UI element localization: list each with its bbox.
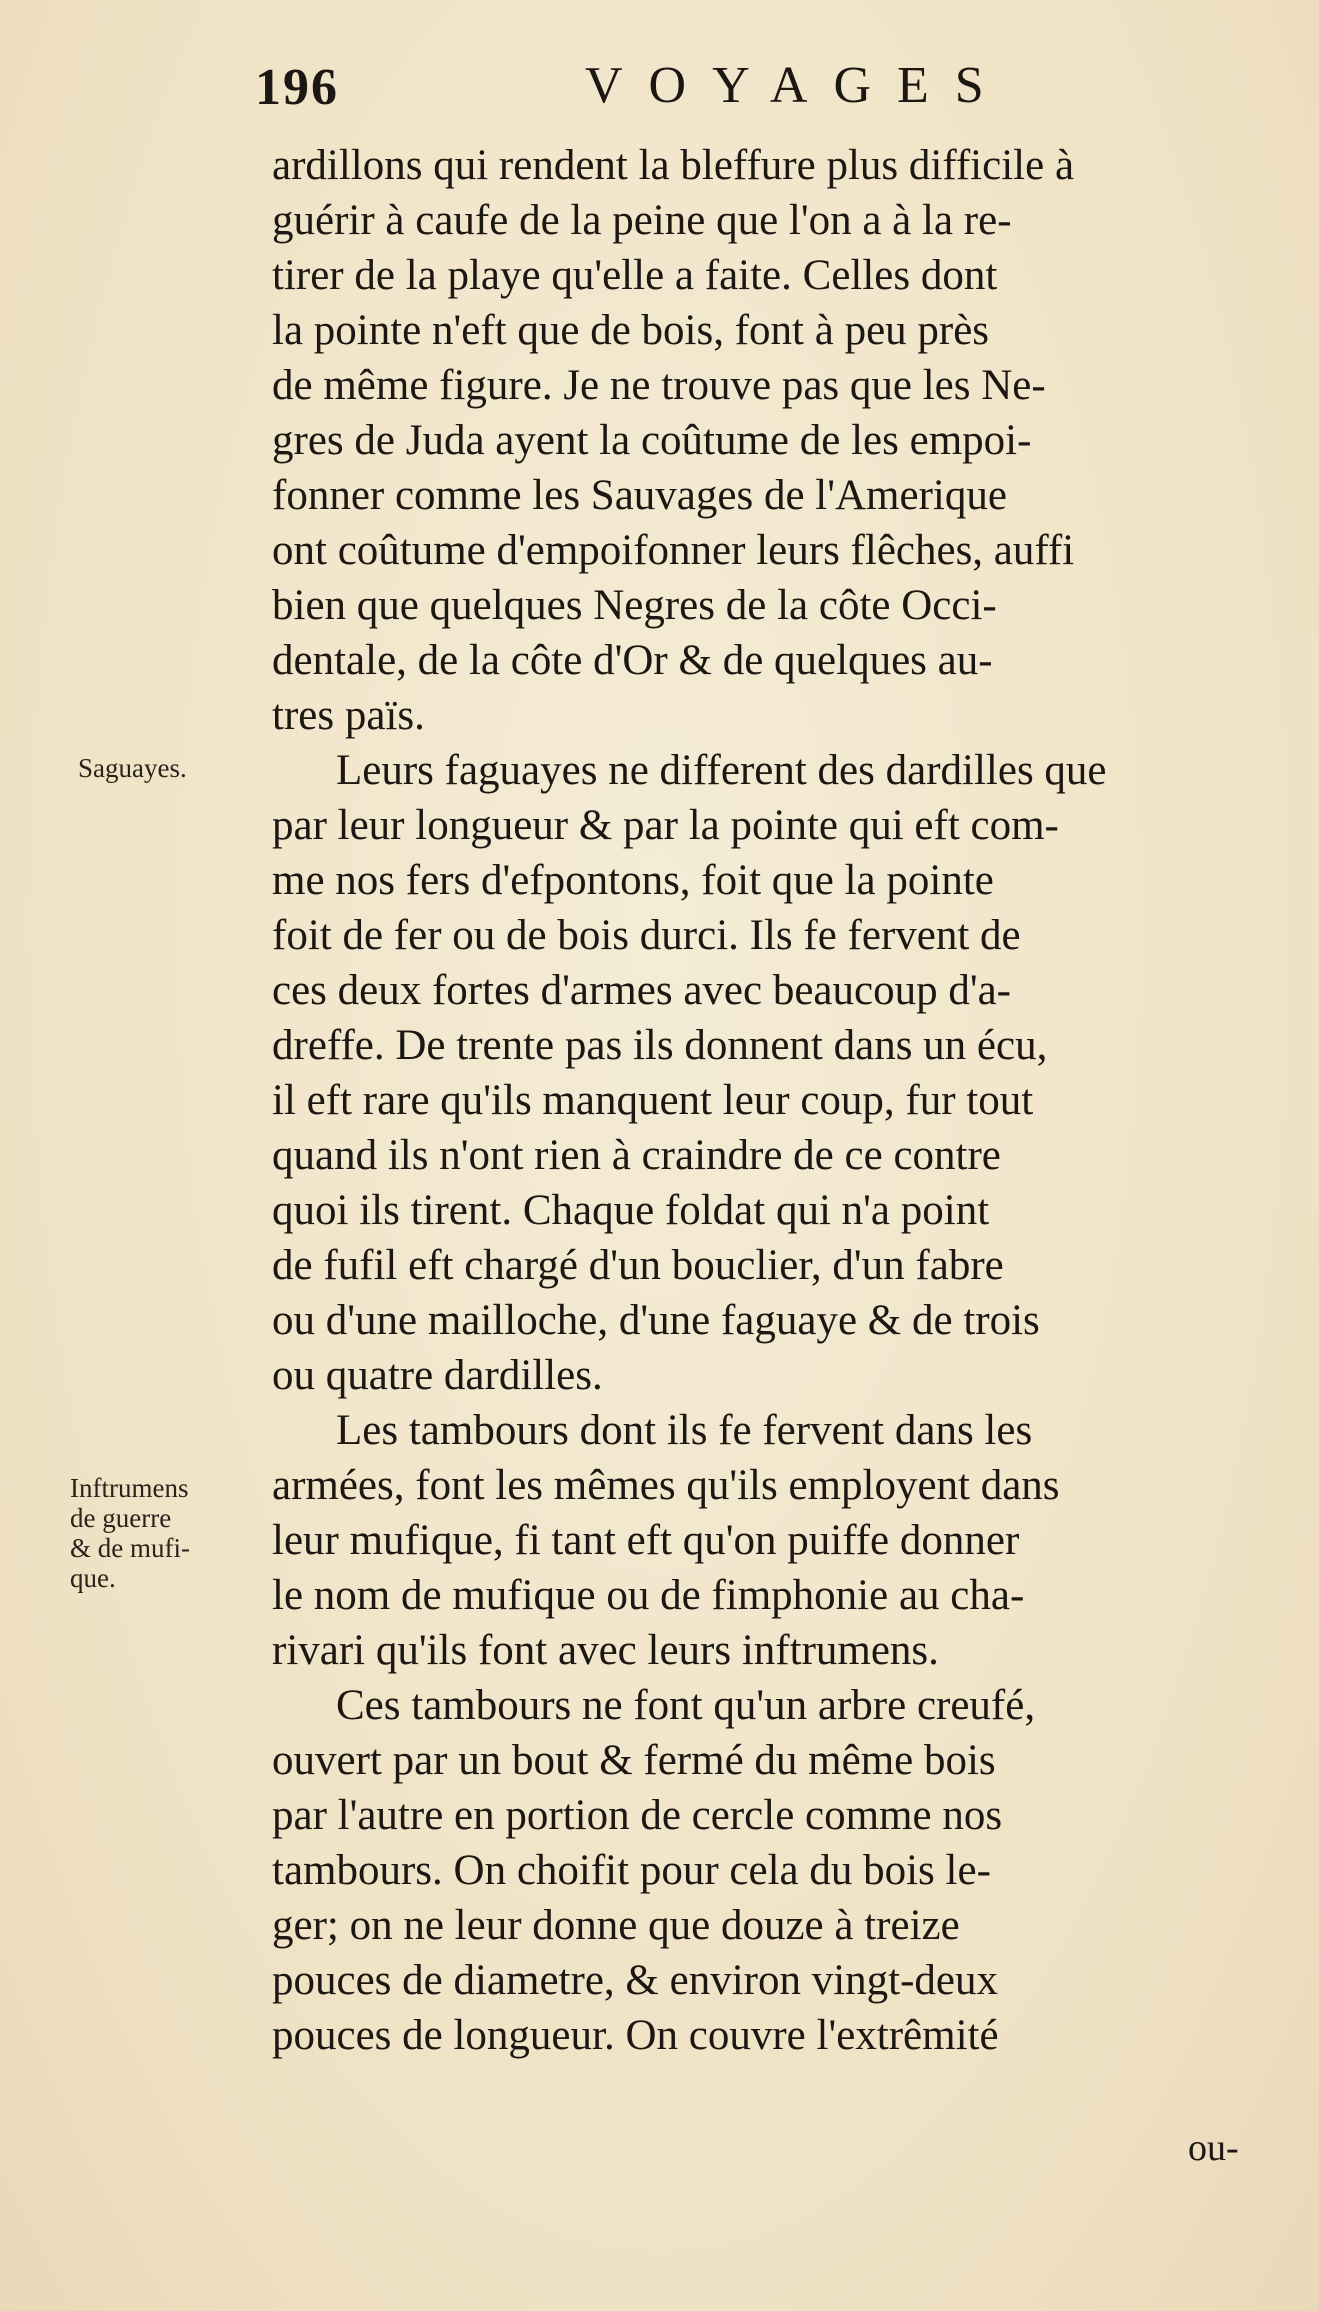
margin-note-saguayes: Saguayes. [78, 753, 187, 783]
text-line: ces deux fortes d'armes avec beaucoup d'a- [272, 967, 1011, 1014]
page-number: 196 [255, 59, 339, 116]
text-line: me nos fers d'efpontons, foit que la pointe [272, 857, 994, 904]
text-line: fonner comme les Sauvages de l'Amerique [272, 472, 1007, 519]
text-line: la pointe n'eft que de bois, font à peu près [272, 307, 990, 354]
text-line: Les tambours dont ils fe fervent dans les [336, 1407, 1033, 1454]
text-line: ger; on ne leur donne que douze à treize [272, 1902, 960, 1949]
text-line: pouces de longueur. On couvre l'extrêmité [272, 2012, 999, 2059]
text-line: quoi ils tirent. Chaque foldat qui n'a point [272, 1187, 990, 1234]
text-line: tirer de la playe qu'elle a faite. Celles dont [272, 252, 998, 299]
text-line: quand ils n'ont rien à craindre de ce contre [272, 1132, 1001, 1179]
margin-note-instrumens-4: que. [70, 1563, 116, 1593]
text-line: rivari qu'ils font avec leurs inftrumens. [272, 1627, 939, 1674]
text-line: Ces tambours ne font qu'un arbre creufé, [336, 1682, 1036, 1729]
text-line: bien que quelques Negres de la côte Occi- [272, 582, 997, 629]
text-line: par l'autre en portion de cercle comme nos [272, 1792, 1003, 1839]
margin-note-instrumens-3: & de mufi- [70, 1533, 190, 1563]
text-line: Leurs faguayes ne different des dardilles que [336, 747, 1107, 794]
text-line: ou d'une mailloche, d'une faguaye & de trois [272, 1297, 1040, 1344]
text-line: pouces de diametre, & environ vingt-deux [272, 1957, 999, 2004]
text-line: ardillons qui rendent la bleffure plus difficile à [272, 142, 1075, 189]
catchword: ou- [1188, 2127, 1239, 2169]
text-line: ont coûtume d'empoifonner leurs flêches, auffi [272, 527, 1075, 574]
text-line: dentale, de la côte d'Or & de quelques au- [272, 637, 993, 684]
text-line: il eft rare qu'ils manquent leur coup, fur tout [272, 1077, 1034, 1124]
text-line: le nom de mufique ou de fimphonie au cha- [272, 1572, 1025, 1619]
text-line: leur mufique, fi tant eft qu'on puiffe donner [272, 1517, 1020, 1564]
running-title: VOYAGES [585, 57, 1010, 114]
page-header [0, 58, 1319, 118]
text-line: armées, font les mêmes qu'ils employent dans [272, 1462, 1060, 1509]
text-line: tambours. On choifit pour cela du bois le- [272, 1847, 991, 1894]
text-line: tres païs. [272, 692, 425, 739]
text-line: guérir à caufe de la peine que l'on a à la re- [272, 197, 1012, 244]
text-line: ou quatre dardilles. [272, 1352, 603, 1399]
text-line: foit de fer ou de bois durci. Ils fe fervent de [272, 912, 1021, 959]
margin-note-instrumens-1: Inftrumens [70, 1473, 189, 1503]
text-line: dreffe. De trente pas ils donnent dans un écu, [272, 1022, 1048, 1069]
margin-note-instrumens-2: de guerre [70, 1503, 172, 1533]
text-line: gres de Juda ayent la coûtume de les empoi- [272, 417, 1032, 464]
text-line: par leur longueur & par la pointe qui eft com- [272, 802, 1059, 849]
text-line: de même figure. Je ne trouve pas que les Ne- [272, 362, 1046, 409]
text-line: ouvert par un bout & fermé du même bois [272, 1737, 996, 1784]
text-line: de fufil eft chargé d'un bouclier, d'un fabre [272, 1242, 1004, 1289]
